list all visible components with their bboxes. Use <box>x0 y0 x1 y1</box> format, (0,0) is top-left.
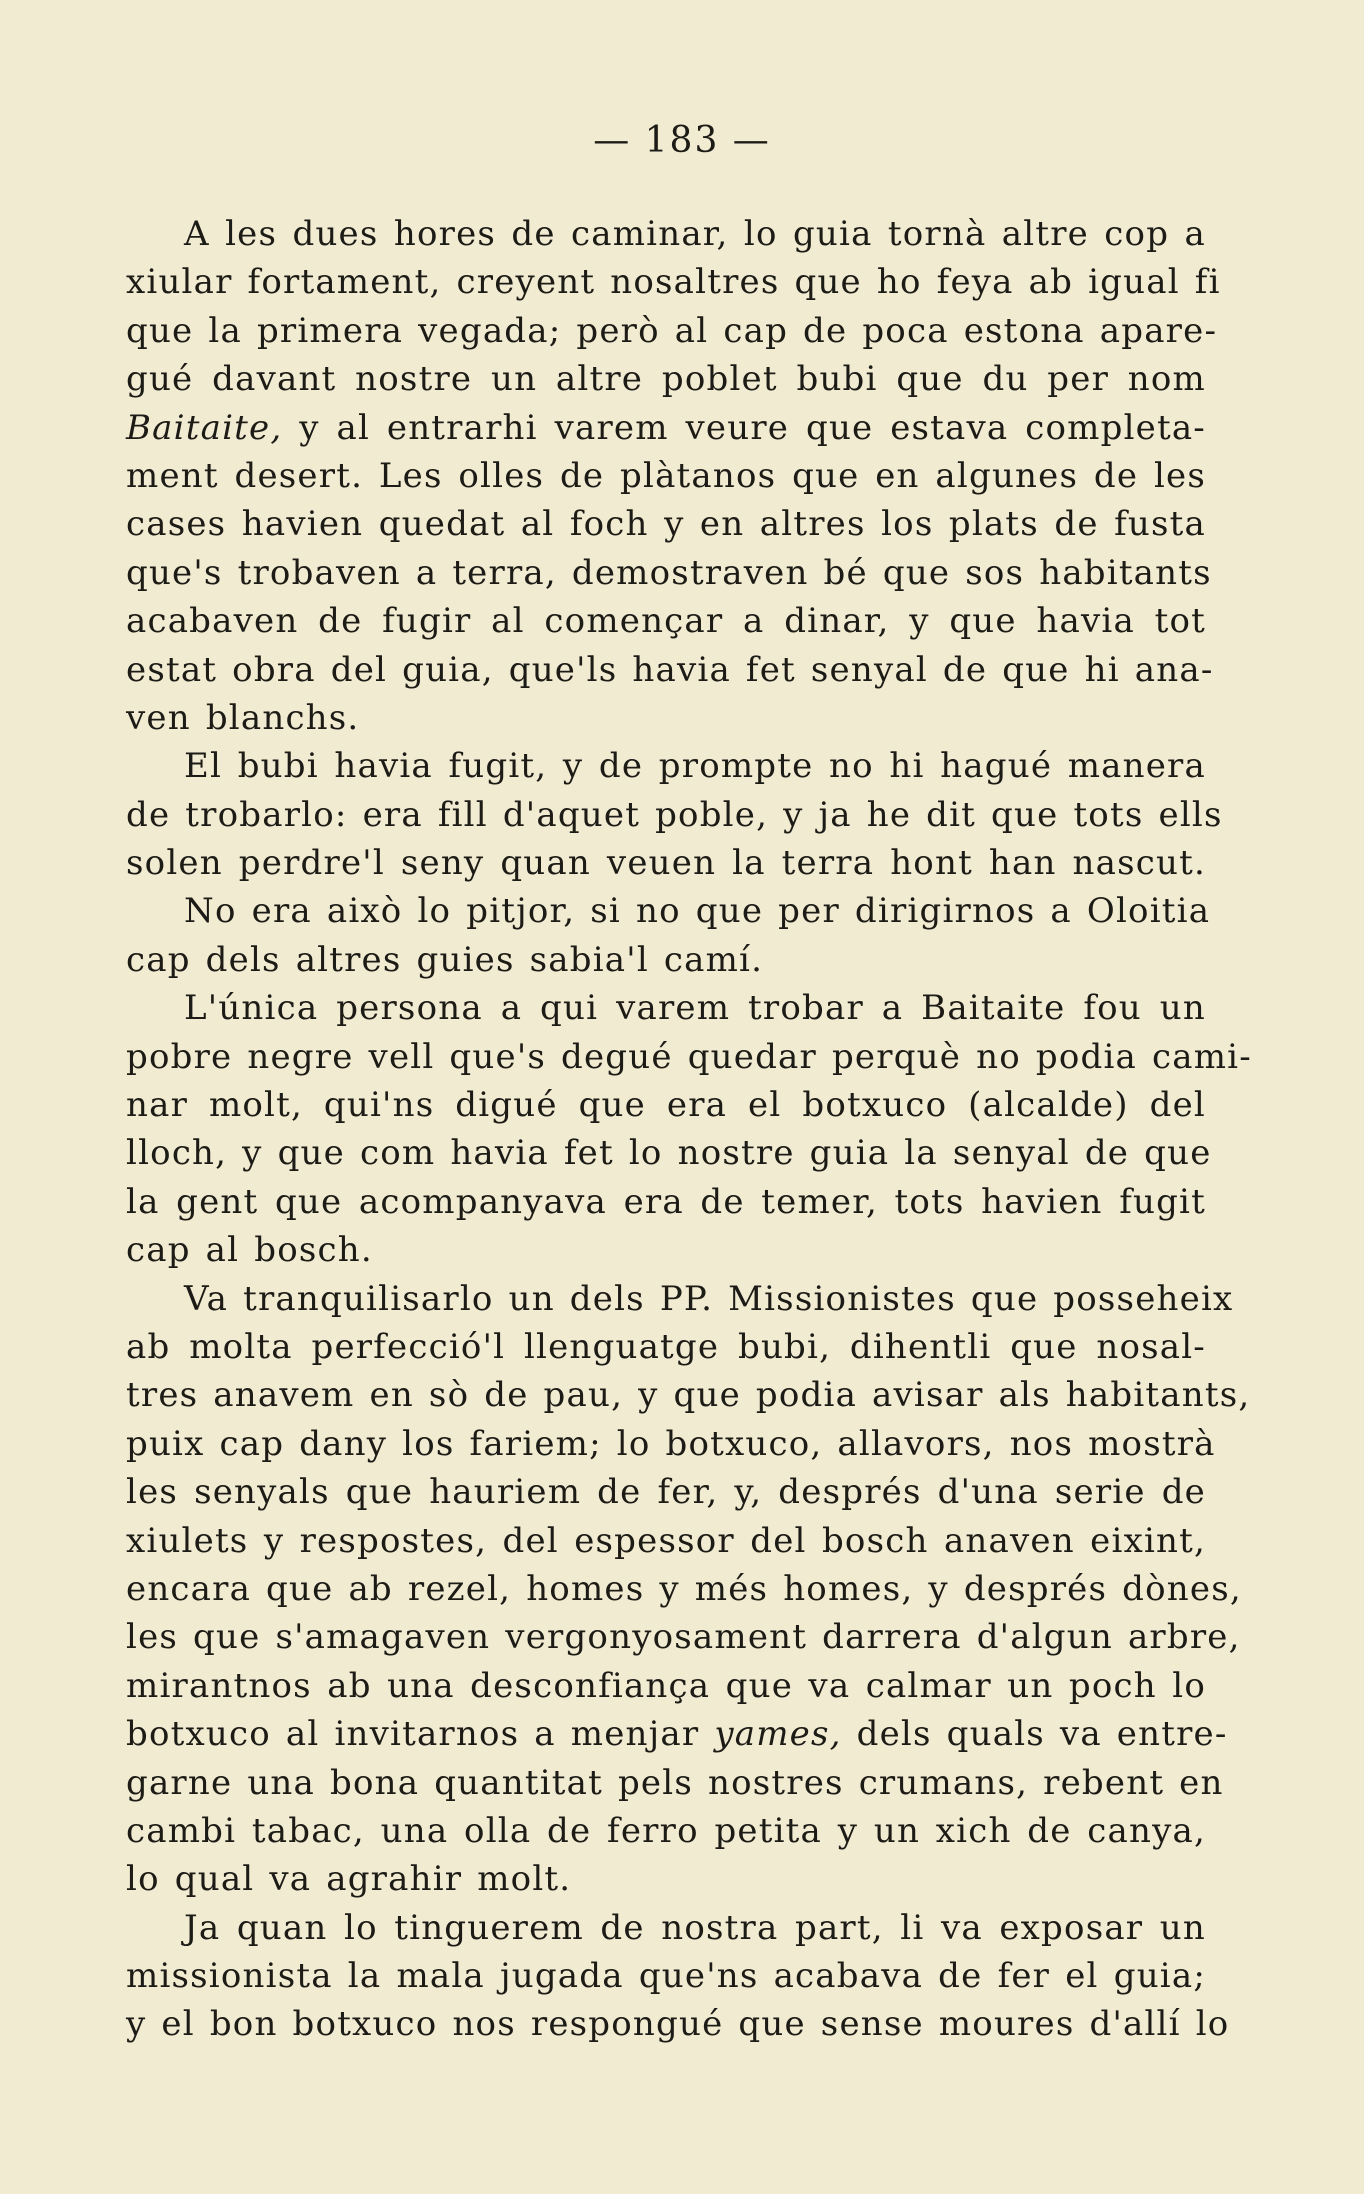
food-name-italic: yames, <box>714 1714 842 1755</box>
text-line: ment desert. Les olles de plàtanos que en algunes de les <box>126 455 1206 496</box>
text-line: xiular fortament, creyent nosaltres que ho feya ab igual fi <box>126 262 1221 303</box>
text-line: la gent que acompanyava era de temer, tots havien fugit <box>126 1181 1206 1222</box>
text-line: mirantnos ab una desconfiança que va calmar un poch lo <box>126 1665 1206 1706</box>
text-line: A les dues hores de caminar, lo guia tornà altre cop a <box>184 214 1206 254</box>
text-line: solen perdre'l seny quan veuen la terra hont han nascut. <box>126 843 1206 884</box>
text-line: lloch, y que com havia fet lo nostre guia la senyal de que <box>126 1133 1212 1174</box>
text-line: Va tranquilisarlo un dels PP. Missionistes que posseheix <box>184 1278 1234 1319</box>
body-text <box>126 210 1252 2049</box>
text-line: acabaven de fugir al començar a dinar, y que havia tot <box>126 601 1206 642</box>
text-line: nar molt, qui'ns digué que era el botxuco (alcalde) del <box>126 1085 1206 1126</box>
text-fragment: botxuco al invitarnos a menjar <box>126 1714 700 1755</box>
text-line: El bubi havia fugit, y de prompte no hi hagué manera <box>184 746 1206 787</box>
place-name-italic: Baitaite, <box>126 407 283 448</box>
text-line: garne una bona quantitat pels nostres crumans, rebent en <box>126 1762 1224 1803</box>
text-fragment: dels quals va entre- <box>856 1714 1228 1755</box>
text-line: xiulets y respostes, del espessor del bosch anaven eixint, <box>126 1520 1206 1561</box>
text-line: les que s'amagaven vergonyosament darrera d'algun arbre, <box>126 1617 1241 1658</box>
text-line: estat obra del guia, que'ls havia fet senyal de que hi ana- <box>126 649 1214 690</box>
text-line: de trobarlo: era fill d'aquet poble, y ja he dit que tots ells <box>126 794 1223 835</box>
text-line: ab molta perfecció'l llenguatge bubi, dihentli que nosal- <box>126 1326 1206 1367</box>
text-line: No era això lo pitjor, si no que per dirigirnos a Oloitia <box>184 891 1211 932</box>
text-line <box>126 404 1206 452</box>
text-line: missionista la mala jugada que'ns acabava de fer el guia; <box>126 1956 1206 1997</box>
text-line: pobre negre vell que's degué quedar perquè no podia cami- <box>126 1036 1252 1077</box>
text-line: lo qual va agrahir molt. <box>126 1859 572 1900</box>
text-line: Ja quan lo tinguerem de nostra part, li va exposar un <box>184 1907 1206 1948</box>
text-line: y el bon botxuco nos respongué que sense moures d'allí lo <box>126 2004 1230 2045</box>
text-line <box>126 1710 1228 1758</box>
text-line: L'única persona a qui varem trobar a Baitaite fou un <box>184 988 1206 1029</box>
text-line: puix cap dany los fariem; lo botxuco, allavors, nos mostrà <box>126 1423 1216 1464</box>
text-line: encara que ab rezel, homes y més homes, y després dònes, <box>126 1568 1242 1609</box>
text-line: que's trobaven a terra, demostraven bé que sos habitants <box>126 552 1212 593</box>
text-line: cap dels altres guies sabia'l camí. <box>126 939 764 980</box>
text-fragment: y al entrarhi varem veure que estava completa- <box>299 407 1206 448</box>
text-line: tres anavem en sò de pau, y que podia avisar als habitants, <box>126 1375 1251 1416</box>
text-line: les senyals que hauriem de fer, y, després d'una serie de <box>126 1472 1206 1513</box>
text-line: ven blanchs. <box>126 697 360 738</box>
text-line: cambi tabac, una olla de ferro petita y un xich de canya, <box>126 1810 1206 1851</box>
text-line: cases havien quedat al foch y en altres los plats de fusta <box>126 504 1206 545</box>
text-line: cap al bosch. <box>126 1230 373 1271</box>
page-number: — 183 — <box>593 120 771 161</box>
text-line: gué davant nostre un altre poblet bubi que du per nom <box>126 359 1206 400</box>
text-line: que la primera vegada; però al cap de poca estona apare- <box>126 310 1218 351</box>
